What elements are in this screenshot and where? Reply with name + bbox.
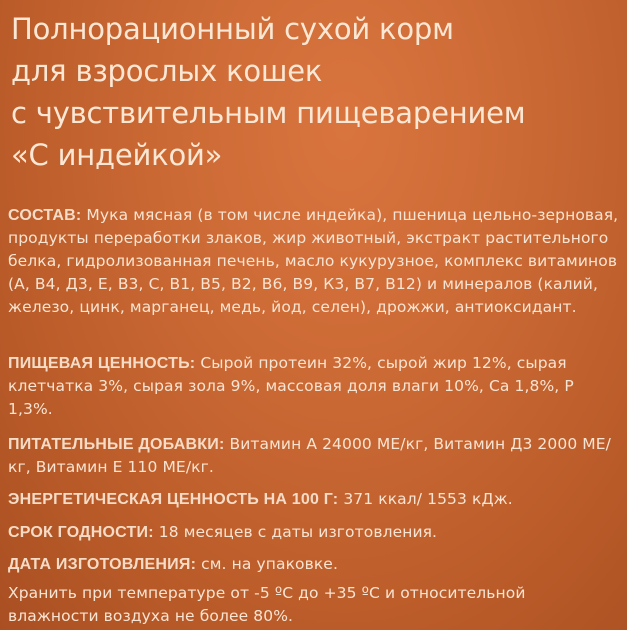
- energy-label: ЭНЕРГЕТИЧЕСКАЯ ЦЕННОСТЬ НА 100 Г:: [8, 491, 339, 508]
- manufacture-date-text: см. на упаковке.: [196, 555, 338, 573]
- additives-text: Витамин А 24000 МЕ/кг, Витамин Д3 2000 МЕ/кг, Витамин Е 110 МЕ/кг.: [8, 435, 611, 476]
- manufacture-date-section: [8, 553, 620, 576]
- manufacture-date-label: ДАТА ИЗГОТОВЛЕНИЯ:: [8, 556, 197, 573]
- title-line-3: с чувствительным пищеварением: [11, 96, 526, 130]
- composition-label: СОСТАВ:: [8, 207, 82, 224]
- composition-text: Мука мясная (в том числе индейка), пшеница цельно-зерновая, продукты переработки злаков, жир животный, экстракт растительного белка, гидролизованная печень, масло кукурузное, комплекс витаминов (А, В4, Д3, Е, В3, С, В1, В5, В2, В6, В9, К3, В7, В12) и минералов (калий, железо, цинк, марганец, медь, йод, селен), дрожжи, антиоксидант.: [8, 206, 619, 316]
- shelf-life-label: СРОК ГОДНОСТИ:: [8, 524, 154, 541]
- energy-text: 371 ккал/ 1553 кДж.: [338, 490, 513, 508]
- shelf-life-text: 18 месяцев с даты изготовления.: [153, 523, 438, 541]
- energy-section: [8, 488, 620, 511]
- nutrition-section: [8, 352, 620, 421]
- nutrition-text: Сырой протеин 32%, сырой жир 12%, сырая клетчатка 3%, сырая зола 9%, массовая доля влаги 10%, Са 1,8%, Р 1,3%.: [8, 354, 574, 418]
- composition-section: [8, 204, 620, 319]
- title-line-1: Полнорационный сухой корм: [11, 12, 454, 46]
- title-line-2: для взрослых кошек: [11, 54, 323, 88]
- additives-section: [8, 433, 620, 479]
- shelf-life-section: [8, 521, 620, 544]
- storage-text: Хранить при температуре от -5 ºС до +35 ºС и относительной влажности воздуха не более 80%.: [8, 584, 526, 625]
- additives-label: ПИТАТЕЛЬНЫЕ ДОБАВКИ:: [8, 436, 225, 453]
- title-line-4: «С индейкой»: [11, 138, 223, 172]
- product-title: [11, 8, 621, 176]
- nutrition-label: ПИЩЕВАЯ ЦЕННОСТЬ:: [8, 355, 196, 372]
- storage-section: [8, 582, 620, 628]
